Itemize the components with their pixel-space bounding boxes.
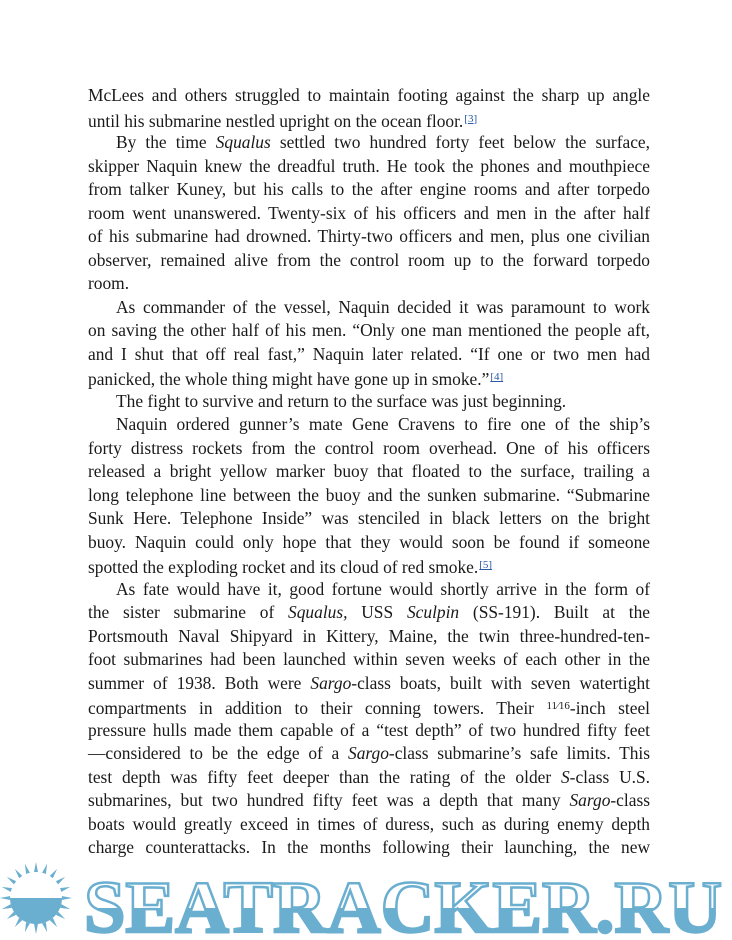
italic-text: Squalus <box>215 132 271 152</box>
text-run: submarines, but two hundred fifty feet was a depth that many <box>88 790 570 810</box>
text-line <box>88 836 650 860</box>
text-line <box>88 131 650 155</box>
text-line <box>88 225 650 249</box>
text-run: observer, remained alive from the control room up to the forward torpedo <box>88 249 650 270</box>
italic-text: Sargo <box>569 790 611 810</box>
text-line <box>88 437 650 461</box>
watermark-text: SEATRACKER.RU <box>84 867 723 940</box>
document-body <box>88 84 650 860</box>
text-run: boats would greatly exceed in times of duress, such as during enemy depth <box>88 813 650 834</box>
text-line <box>88 742 650 766</box>
text-run: USS <box>347 602 407 622</box>
sun-logo-icon <box>0 862 72 934</box>
text-line <box>88 625 650 649</box>
text-run: McLees and others struggled to maintain footing against the sharp up angle <box>88 85 650 105</box>
italic-text: Sargo <box>348 743 389 763</box>
text-run: on saving the other half of his men. “Only one man mentioned the people aft, <box>88 320 650 340</box>
text-run: and I shut that off real fast,” Naquin later related. “If one or two men had <box>88 343 650 364</box>
text-run: As commander of the vessel, Naquin decided it was paramount to work <box>116 296 650 317</box>
paragraph <box>88 131 650 296</box>
text-run: forty distress rockets from the control room overhead. One of his officers <box>88 437 650 458</box>
text-line <box>88 789 650 813</box>
text-line <box>88 695 650 719</box>
text-run: compartments in addition to their conning towers. Their <box>88 698 547 718</box>
paragraph <box>88 296 650 390</box>
text-run: summer of 1938. Both were <box>88 672 311 693</box>
text-run: buoy. Naquin could only hope that they would soon be found if someone <box>88 531 650 552</box>
text-line <box>88 719 650 743</box>
text-line <box>88 648 650 672</box>
italic-text: S <box>560 766 570 787</box>
text-line <box>88 366 650 390</box>
text-line <box>88 108 650 132</box>
paragraph <box>88 84 650 131</box>
text-line <box>88 319 650 343</box>
text-run: (SS-191). Built at the <box>459 602 650 622</box>
footnote-link[interactable]: [3] <box>464 112 478 125</box>
footnote-link[interactable]: [4] <box>490 371 504 383</box>
seatracker-watermark <box>0 862 732 940</box>
text-line <box>88 554 650 578</box>
text-line <box>88 484 650 508</box>
text-line <box>88 296 650 320</box>
text-run: Sunk Here. Telephone Inside” was stenciled in black letters on the bright <box>88 508 650 528</box>
text-run: -class boats, built with seven watertight <box>351 672 650 693</box>
text-line <box>88 178 650 202</box>
text-line <box>88 578 650 602</box>
text-run: The fight to survive and return to the surface was just beginning. <box>116 390 567 411</box>
text-run: released a bright yellow marker buoy that floated to the surface, trailing a <box>88 461 650 481</box>
text-run: As fate would have it, good fortune would shortly arrive in the form of <box>116 578 650 599</box>
footnote-link[interactable]: [5] <box>479 559 493 571</box>
paragraph <box>88 578 650 860</box>
text-run: -inch steel <box>569 698 650 718</box>
text-run: -class <box>610 790 650 810</box>
text-line <box>88 813 650 837</box>
italic-text: Squalus, <box>288 602 348 622</box>
text-line <box>88 672 650 696</box>
text-line <box>88 601 650 625</box>
text-run: the sister submarine of <box>88 602 289 622</box>
text-run: By the time <box>116 132 216 152</box>
text-line <box>88 249 650 273</box>
text-line <box>88 84 650 108</box>
paragraph <box>88 413 650 578</box>
text-line <box>88 766 650 790</box>
text-run: pressure hulls made them capable of a “test depth” of two hundred fifty feet <box>88 719 650 740</box>
fraction: 11⁄16 <box>546 700 570 712</box>
text-line <box>88 155 650 179</box>
text-run: spotted the exploding rocket and its cloud of red smoke. <box>88 557 479 577</box>
text-line <box>88 413 650 437</box>
text-run: panicked, the whole thing might have gone up in smoke.” <box>88 369 490 389</box>
text-line <box>88 507 650 531</box>
text-run: of his submarine had drowned. Thirty-two officers and men, plus one civilian <box>88 226 650 246</box>
text-run: Naquin ordered gunner’s mate Gene Cravens to fire one of the ship’s <box>116 414 650 434</box>
text-line <box>88 390 650 414</box>
text-run: —considered to be the edge of a <box>88 743 348 763</box>
text-line <box>88 531 650 555</box>
text-run: -class submarine’s safe limits. This <box>388 743 650 763</box>
text-run: until his submarine nestled upright on the ocean floor. <box>88 110 464 131</box>
text-run: -class U.S. <box>569 766 650 787</box>
text-run: foot submarines had been launched within seven weeks of each other in the <box>88 649 650 669</box>
text-run: from talker Kuney, but his calls to the after engine rooms and after torpedo <box>88 179 650 199</box>
text-line <box>88 460 650 484</box>
text-run: settled two hundred forty feet below the surface, <box>270 132 650 152</box>
text-line <box>88 272 650 296</box>
text-run: test depth was fifty feet deeper than the rating of the older <box>88 766 561 787</box>
italic-text: Sculpin <box>406 602 460 622</box>
text-run: long telephone line between the buoy and the sunken submarine. “Submarine <box>88 484 650 505</box>
text-line <box>88 202 650 226</box>
paragraph <box>88 390 650 414</box>
text-run: room went unanswered. Twenty-six of his officers and men in the after half <box>88 202 650 223</box>
text-run: room. <box>88 273 130 293</box>
text-run: skipper Naquin knew the dreadful truth. He took the phones and mouthpiece <box>88 155 650 176</box>
text-run: Portsmouth Naval Shipyard in Kittery, Maine, the twin three-hundred-ten- <box>88 625 650 646</box>
italic-text: Sargo <box>310 672 352 693</box>
text-line <box>88 343 650 367</box>
text-run: charge counterattacks. In the months following their launching, the new <box>88 837 650 857</box>
